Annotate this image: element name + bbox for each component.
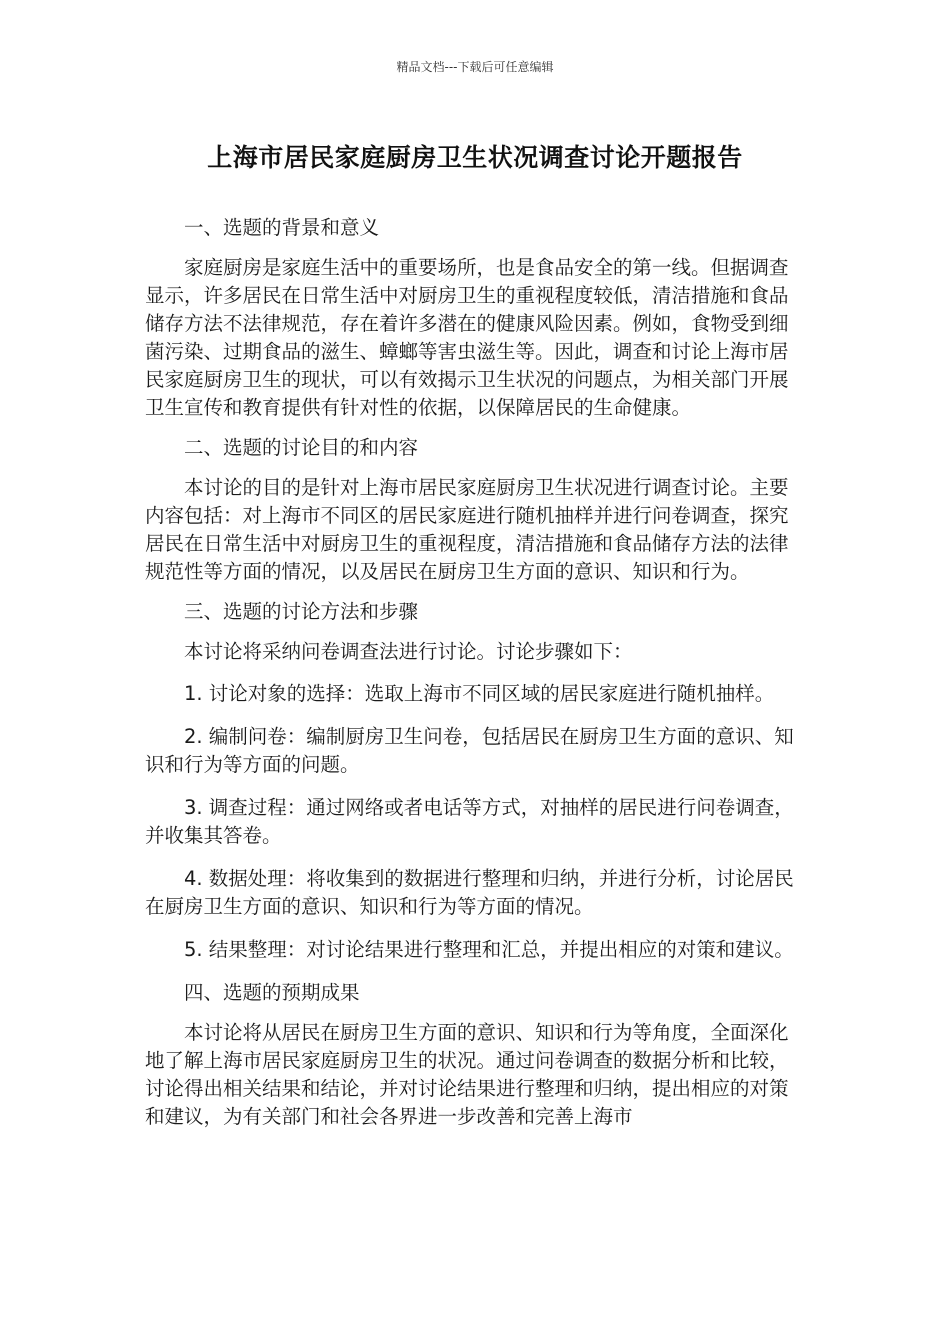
method-step-5: 5. 结果整理：对讨论结果进行整理和汇总，并提出相应的对策和建议。 — [184, 938, 794, 961]
header-note: 精品文档---下载后可任意编辑 — [396, 60, 554, 74]
method-step-4: 4. 数据处理：将收集到的数据进行整理和归纳，并进行分析，讨论居民在厨房卫生方面的意识、知识和行为等方面的情况。 — [145, 867, 794, 918]
paragraph-method-intro: 本讨论将采纳问卷调查法进行讨论。讨论步骤如下： — [184, 640, 633, 663]
section-heading-outcome: 四、选题的预期成果 — [184, 981, 360, 1004]
paragraph-purpose: 本讨论的目的是针对上海市居民家庭厨房卫生状况进行调查讨论。主要内容包括：对上海市不同区的居民家庭进行随机抽样并进行问卷调查，探究居民在日常生活中对厨房卫生的重视程度，清洁措施和食品储存方法的法律规范性等方面的情况，以及居民在厨房卫生方面的意识、知识和行为。 — [145, 476, 789, 583]
paragraph-background: 家庭厨房是家庭生活中的重要场所，也是食品安全的第一线。但据调查显示，许多居民在日常生活中对厨房卫生的重视程度较低，清洁措施和食品储存方法不法律规范，存在着许多潜在的健康风险因素。例如，食物受到细菌污染、过期食品的滋生、蟑螂等害虫滋生等。因此，调查和讨论上海市居民家庭厨房卫生的现状，可以有效揭示卫生状况的问题点，为相关部门开展卫生宣传和教育提供有针对性的依据，以保障居民的生命健康。 — [145, 256, 789, 419]
method-step-3: 3. 调查过程：通过网络或者电话等方式，对抽样的居民进行问卷调查，并收集其答卷。 — [145, 796, 794, 847]
section-heading-purpose: 二、选题的讨论目的和内容 — [184, 436, 419, 459]
paragraph-outcome: 本讨论将从居民在厨房卫生方面的意识、知识和行为等角度，全面深化地了解上海市居民家庭厨房卫生的状况。通过问卷调查的数据分析和比较，讨论得出相关结果和结论，并对讨论结果进行整理和归纳，提出相应的对策和建议，为有关部门和社会各界进一步改善和完善上海市 — [145, 1021, 789, 1128]
document-title: 上海市居民家庭厨房卫生状况调查讨论开题报告 — [207, 143, 743, 172]
section-heading-method: 三、选题的讨论方法和步骤 — [184, 600, 419, 623]
section-heading-background: 一、选题的背景和意义 — [184, 216, 380, 239]
document-body — [145, 214, 805, 1143]
method-step-1: 1. 讨论对象的选择：选取上海市不同区域的居民家庭进行随机抽样。 — [184, 682, 775, 705]
method-step-2: 2. 编制问卷：编制厨房卫生问卷，包括居民在厨房卫生方面的意识、知识和行为等方面的问题。 — [145, 725, 794, 776]
